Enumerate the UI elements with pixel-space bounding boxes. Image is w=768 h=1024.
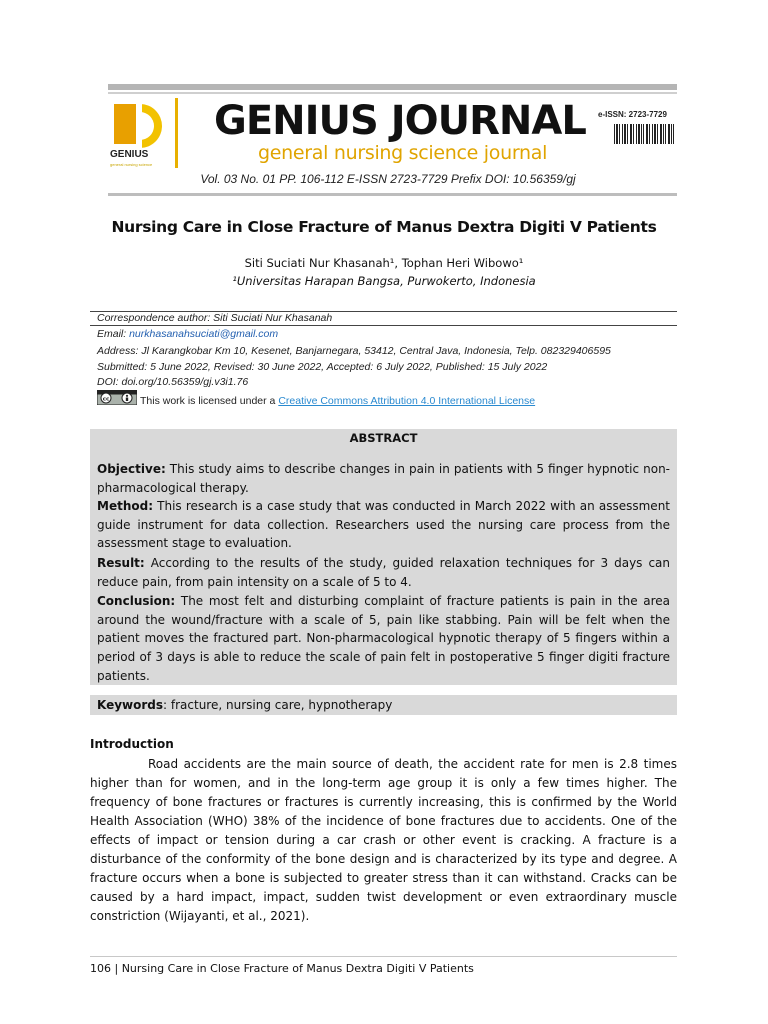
svg-text:cc: cc — [102, 396, 110, 403]
license-link[interactable]: Creative Commons Attribution 4.0 International License — [278, 395, 536, 407]
license-line: This work is licensed under a Creative Commons Attribution 4.0 International License — [140, 395, 536, 407]
abstract-conclusion: Conclusion: The most felt and disturbing complaint of fracture patients is pain in the area around the wound/fracture with a scale of 5, pain like stabbing. Pain will be felt when the patient moves the fractured part. Non-pharmacological hypnotic therapy of 5 fingers within a period of 3 days is able to reduce the scale of pain felt in postoperative 5 finger digiti fracture patients. — [97, 594, 670, 683]
correspondence-doi: DOI: doi.org/10.56359/gj.v3i1.76 — [97, 376, 249, 388]
header-bottom-rule — [108, 193, 677, 196]
journal-title: GENIUS JOURNAL — [214, 98, 586, 144]
footer-rule — [90, 956, 677, 957]
cc-license-icon — [97, 390, 137, 405]
author-list: Siti Suciati Nur Khasanah¹, Tophan Heri Wibowo¹ — [244, 256, 524, 270]
abstract-method: Method: This research is a case study that was conducted in March 2022 with an assessment guide instrument for data collection. Researchers used the nursing care process from the assessment stage to evaluation. — [97, 499, 670, 551]
correspondence-dates: Submitted: 5 June 2022, Revised: 30 June 2022, Accepted: 6 July 2022, Published: 15 July 2022 — [97, 361, 548, 373]
logo-divider — [175, 98, 178, 168]
header-top-rule — [108, 84, 677, 90]
abstract-result: Result: According to the results of the study, guided relaxation techniques for 3 days can reduce pain, from pain intensity on a scale of 5 to 4. — [97, 556, 670, 589]
volume-line: Vol. 03 No. 01 PP. 106-112 E-ISSN 2723-7729 Prefix DOI: 10.56359/gj — [200, 172, 576, 186]
abstract-heading: ABSTRACT — [349, 431, 418, 445]
introduction-paragraph: Road accidents are the main source of death, the accident rate for men is 2.8 times higher than for women, and in the long-term age group it is only a few times higher. The frequency of bone fractures or fractures is currently increasing, this is confirmed by the World Health Association (WHO) 38% of the incidence of bone fractures due to accidents. One of the effects of impact or tension during a car crash or other event is cracking. A fracture is a disturbance of the conformity of the bone design and is characterized by its type and degree. A fracture occurs when a bone is subjected to greater stress than it can withstand. Cracks can be caused by a hard impact, impact, sudden twist development or even extraordinary muscle constriction (Wijayanti, et al., 2021). — [90, 757, 677, 923]
logo-wordmark: GENIUS — [110, 149, 149, 160]
journal-subtitle: general nursing science journal — [258, 142, 548, 164]
logo-tagline: general nursing science — [110, 162, 153, 167]
correspondence-email-line: Email: nurkhasanahsuciati@gmail.com — [97, 328, 279, 340]
correspondence-author: Correspondence author: Siti Suciati Nur Khasanah — [97, 312, 333, 324]
header-top-rule-thin — [108, 92, 677, 94]
correspondence-inner-rule — [90, 325, 677, 326]
paper-title: Nursing Care in Close Fracture of Manus Dextra Digiti V Patients — [111, 218, 657, 236]
eissn-label: e-ISSN: 2723-7729 — [598, 110, 667, 119]
correspondence-address: Address: Jl Karangkobar Km 10, Kesenet, Banjarnegara, 53412, Central Java, Indonesia, Telp. 082329406595 — [97, 345, 611, 357]
email-link[interactable]: nurkhasanahsuciati@gmail.com — [129, 328, 279, 340]
affiliation: ¹Universitas Harapan Bangsa, Purwokerto, Indonesia — [232, 274, 536, 288]
page-footer: 106 | Nursing Care in Close Fracture of Manus Dextra Digiti V Patients — [90, 962, 474, 975]
introduction-heading: Introduction — [90, 737, 174, 751]
barcode-icon — [612, 122, 676, 154]
keywords-line: Keywords: fracture, nursing care, hypnotherapy — [97, 698, 393, 712]
abstract-objective: Objective: This study aims to describe changes in pain in patients with 5 finger hypnotic non-pharmacological therapy. — [97, 462, 670, 495]
